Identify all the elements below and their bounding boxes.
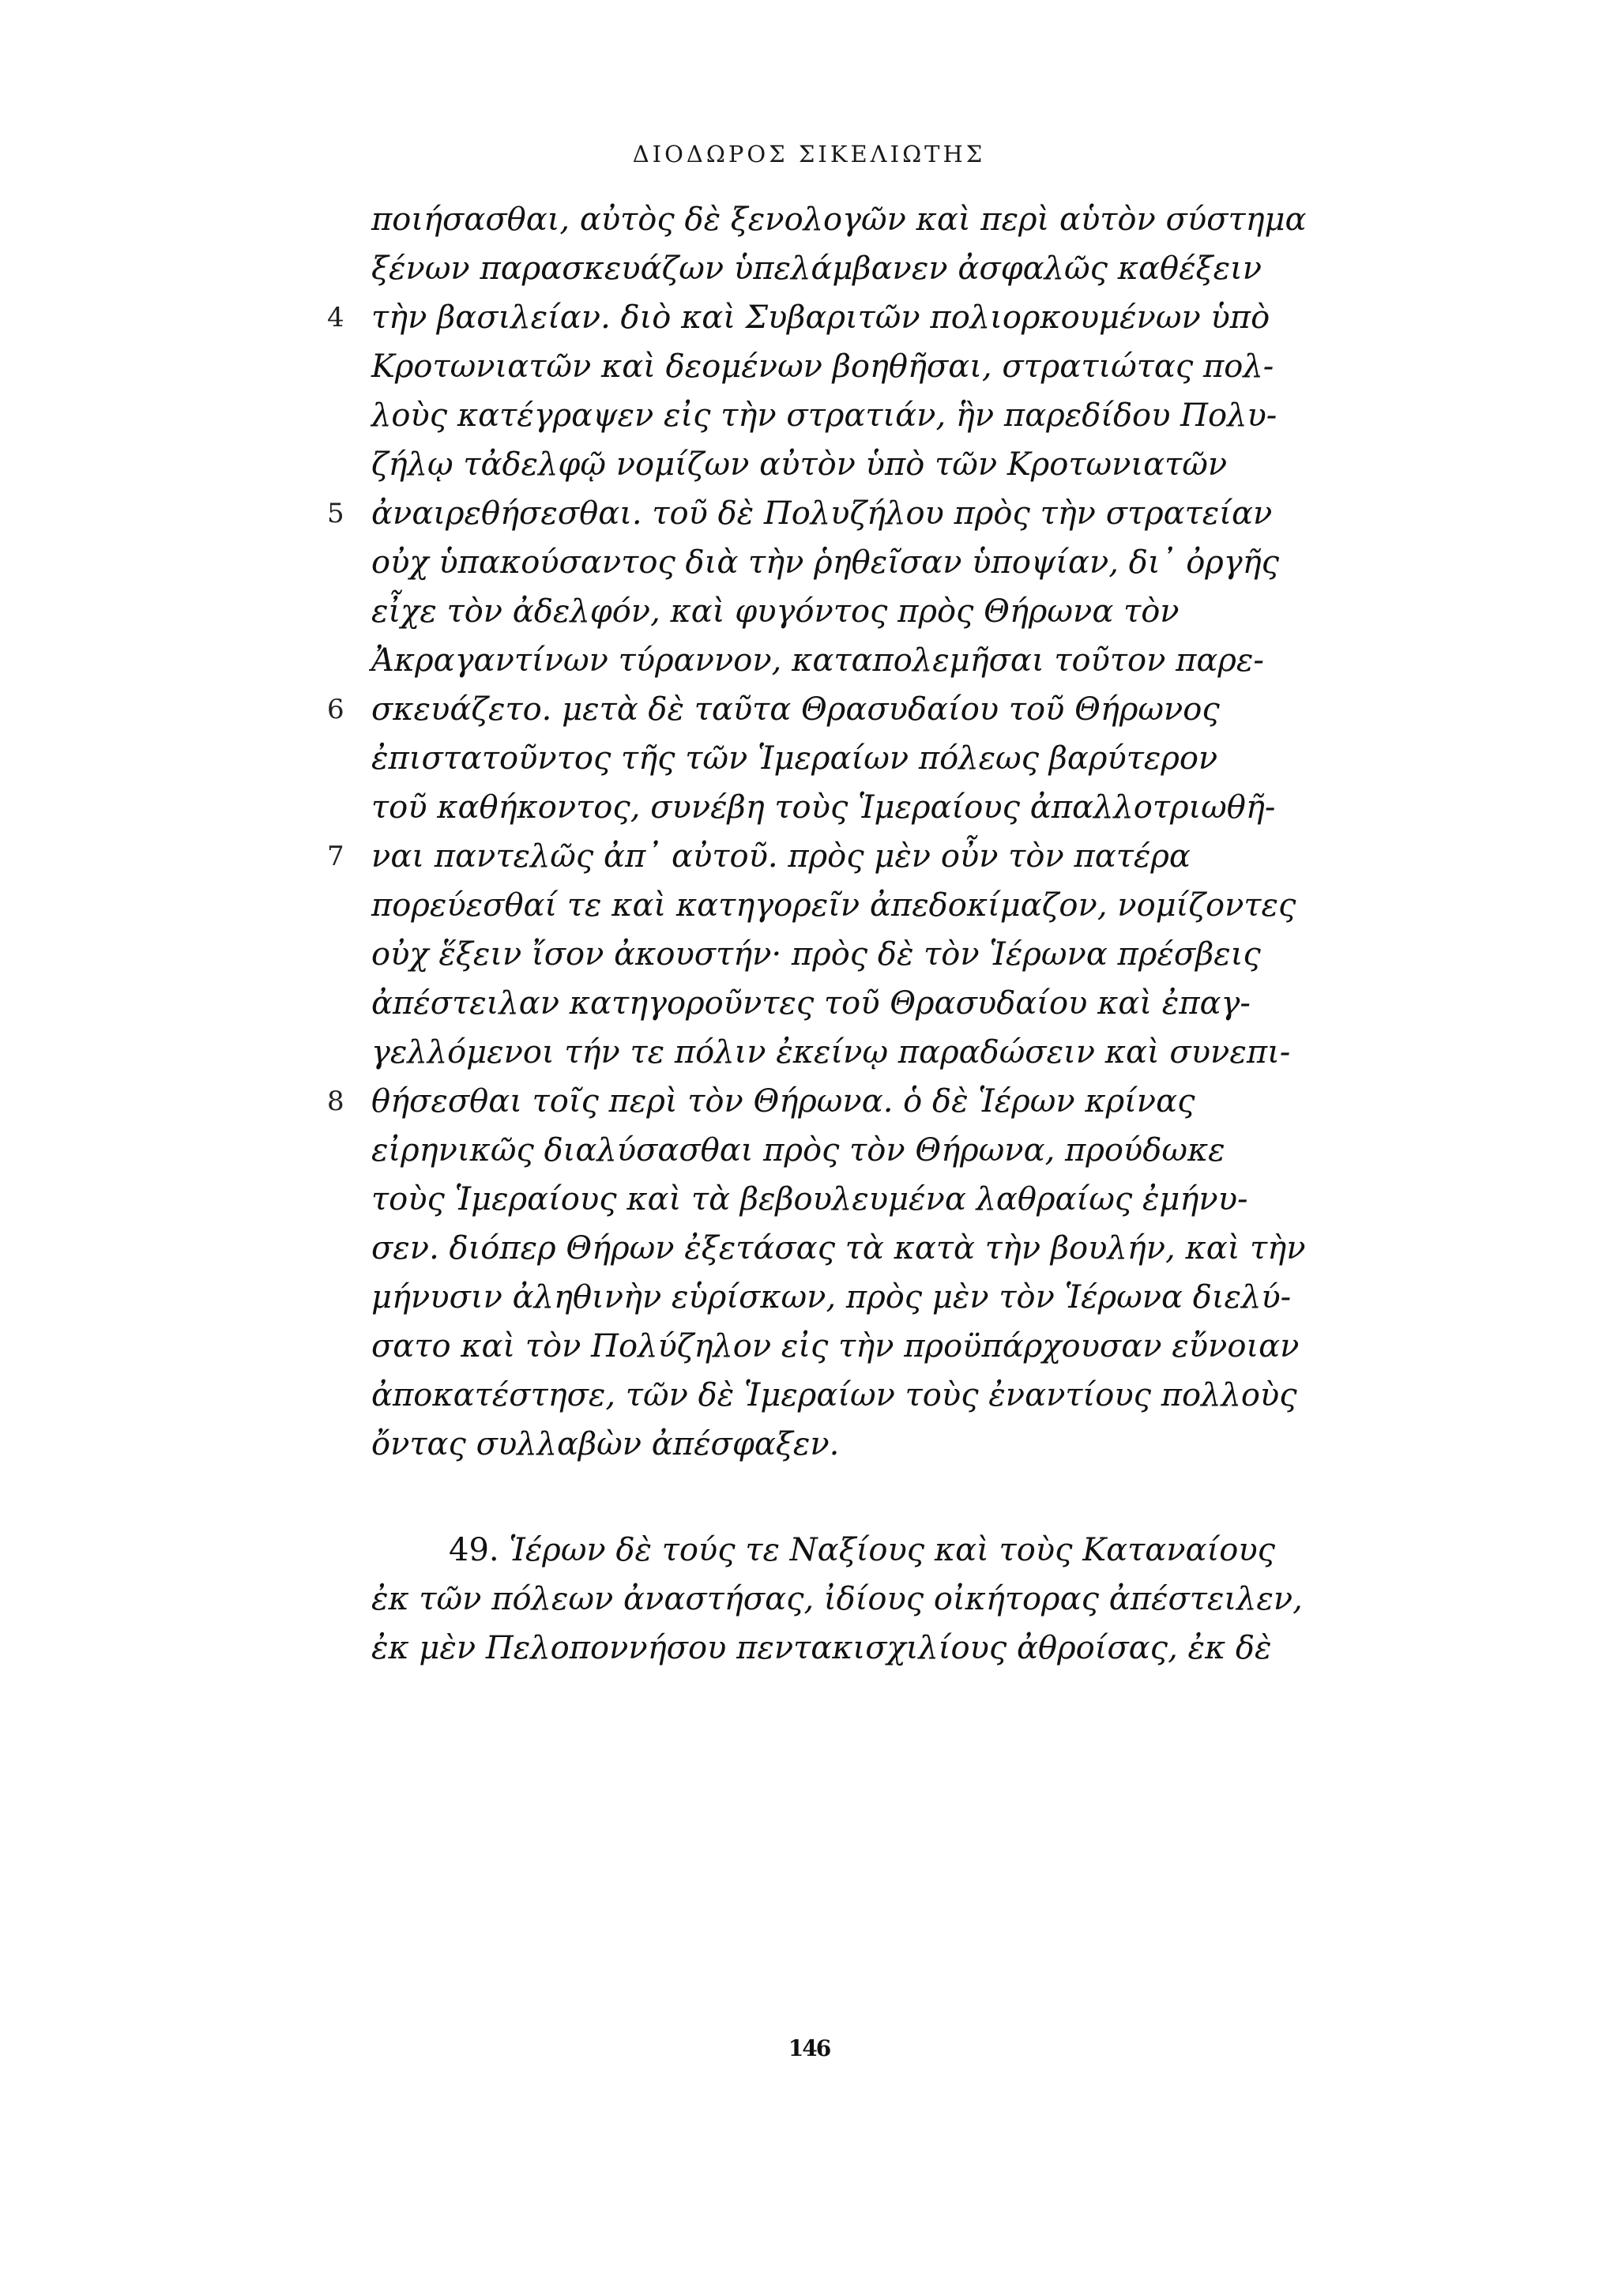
line-text: ποιήσασθαι, αὐτὸς δὲ ξενολογῶν καὶ περὶ αὑτὸν σύστημα xyxy=(371,201,1307,238)
text-line xyxy=(371,441,1227,488)
line-text: θήσεσθαι τοῖς περὶ τὸν Θήρωνα. ὁ δὲ Ἱέρων κρίνας xyxy=(371,1083,1195,1120)
text-line xyxy=(371,392,1277,439)
line-text: σατο καὶ τὸν Πολύζηλον εἰς τὴν προϋπάρχουσαν εὔνοιαν xyxy=(371,1328,1300,1364)
text-line xyxy=(371,1274,1291,1321)
line-text: μήνυσιν ἀληθινὴν εὑρίσκων, πρὸς μὲν τὸν Ἱέρωνα διελύ- xyxy=(371,1279,1292,1315)
text-line xyxy=(371,196,1307,243)
running-head: ΔΙΟΔΩΡΟΣ ΣΙΚΕΛΙΩΤΗΣ xyxy=(632,141,986,167)
margin-number: 6 xyxy=(327,694,344,725)
line-text: ἐπιστατοῦντος τῆς τῶν Ἱμεραίων πόλεως βαρύτερον xyxy=(371,740,1218,777)
text-line xyxy=(327,294,1270,341)
line-text: οὐχ ὑπακούσαντος διὰ τὴν ῥηθεῖσαν ὑποψίαν, δι᾽ ὀργῆς xyxy=(371,544,1280,581)
text-line xyxy=(371,1029,1290,1076)
margin-number: 8 xyxy=(327,1086,344,1117)
text-line xyxy=(371,980,1251,1027)
line-text: ἀποκατέστησε, τῶν δὲ Ἱμεραίων τοὺς ἐναντίους πολλοὺς xyxy=(371,1377,1297,1413)
line-text: ἐκ μὲν Πελοποννήσου πεντακισχιλίους ἀθροίσας, ἐκ δὲ xyxy=(371,1630,1272,1666)
text-line xyxy=(327,833,1191,880)
line-text: Ἱέρων δὲ τούς τε Ναξίους καὶ τοὺς Καταναίους xyxy=(509,1532,1276,1568)
line-text: ξένων παρασκευάζων ὑπελάμβανεν ἀσφαλῶς καθέξειν xyxy=(371,250,1262,287)
text-line xyxy=(371,735,1217,782)
margin-number: 5 xyxy=(327,498,344,529)
line-text: ἀναιρεθήσεσθαι. τοῦ δὲ Πολυζήλου πρὸς τὴν στρατείαν xyxy=(371,495,1273,532)
line-text: ναι παντελῶς ἀπ᾽ αὐτοῦ. πρὸς μὲν οὖν τὸν πατέρα xyxy=(371,838,1191,875)
line-text: πορεύεσθαί τε καὶ κατηγορεῖν ἀπεδοκίμαζον, νομίζοντες xyxy=(371,887,1296,924)
line-text: γελλόμενοι τήν τε πόλιν ἐκείνῳ παραδώσειν καὶ συνεπι- xyxy=(371,1034,1291,1071)
text-line xyxy=(371,1176,1248,1223)
text-line xyxy=(371,784,1275,831)
line-text: ζήλῳ τἀδελφῷ νομίζων αὐτὸν ὑπὸ τῶν Κροτωνιατῶν xyxy=(371,446,1228,483)
margin-number: 4 xyxy=(327,302,344,333)
section-number: 49. xyxy=(449,1532,499,1568)
line-text: Κροτωνιατῶν καὶ δεομένων βοηθῆσαι, στρατιώτας πολ- xyxy=(371,348,1274,385)
text-line xyxy=(371,588,1180,635)
text-line xyxy=(371,637,1264,684)
line-text: λοὺς κατέγραψεν εἰς τὴν στρατιάν, ἣν παρεδίδου Πολυ- xyxy=(371,397,1277,434)
text-line xyxy=(327,1078,1195,1125)
page-number: 146 xyxy=(788,2035,830,2061)
text-line xyxy=(327,490,1273,537)
text-line xyxy=(371,1225,1306,1272)
text-line xyxy=(371,539,1279,586)
section-line xyxy=(371,1624,1271,1672)
text-line xyxy=(371,1372,1297,1419)
line-text: ἀπέστειλαν κατηγοροῦντες τοῦ Θρασυδαίου καὶ ἐπαγ- xyxy=(371,985,1251,1022)
text-line xyxy=(371,1127,1225,1174)
line-text: εἶχε τὸν ἀδελφόν, καὶ φυγόντος πρὸς Θήρωνα τὸν xyxy=(371,593,1180,630)
text-line xyxy=(371,343,1274,390)
line-text: τὴν βασιλείαν. διὸ καὶ Συβαριτῶν πολιορκουμένων ὑπὸ xyxy=(371,299,1270,336)
line-text: τοῦ καθήκοντος, συνέβη τοὺς Ἱμεραίους ἀπαλλοτριωθῆ- xyxy=(371,789,1276,826)
text-line xyxy=(371,882,1296,929)
line-text: οὐχ ἕξειν ἴσον ἀκουστήν· πρὸς δὲ τὸν Ἱέρωνα πρέσβεις xyxy=(371,936,1261,973)
line-text: σκευάζετο. μετὰ δὲ ταῦτα Θρασυδαίου τοῦ Θήρωνος xyxy=(371,691,1220,728)
line-text: ἐκ τῶν πόλεων ἀναστήσας, ἰδίους οἰκήτορας ἀπέστειλεν, xyxy=(371,1581,1303,1617)
line-text: Ἀκραγαντίνων τύραννον, καταπολεμῆσαι τοῦτον παρε- xyxy=(371,642,1264,679)
section-line xyxy=(371,1575,1303,1623)
text-line xyxy=(371,1421,839,1468)
text-line xyxy=(371,245,1262,292)
text-line xyxy=(371,1323,1299,1370)
text-line xyxy=(327,686,1220,733)
line-text: σεν. διόπερ Θήρων ἐξετάσας τὰ κατὰ τὴν βουλήν, καὶ τὴν xyxy=(371,1230,1306,1267)
margin-number: 7 xyxy=(327,841,344,872)
line-text: ὄντας συλλαβὼν ἀπέσφαξεν. xyxy=(371,1426,840,1462)
section-first-line xyxy=(449,1526,1275,1574)
line-text: τοὺς Ἱμεραίους καὶ τὰ βεβουλευμένα λαθραίως ἐμήνυ- xyxy=(371,1181,1248,1218)
text-line xyxy=(371,931,1261,978)
line-text: εἰρηνικῶς διαλύσασθαι πρὸς τὸν Θήρωνα, προύδωκε xyxy=(371,1132,1225,1169)
